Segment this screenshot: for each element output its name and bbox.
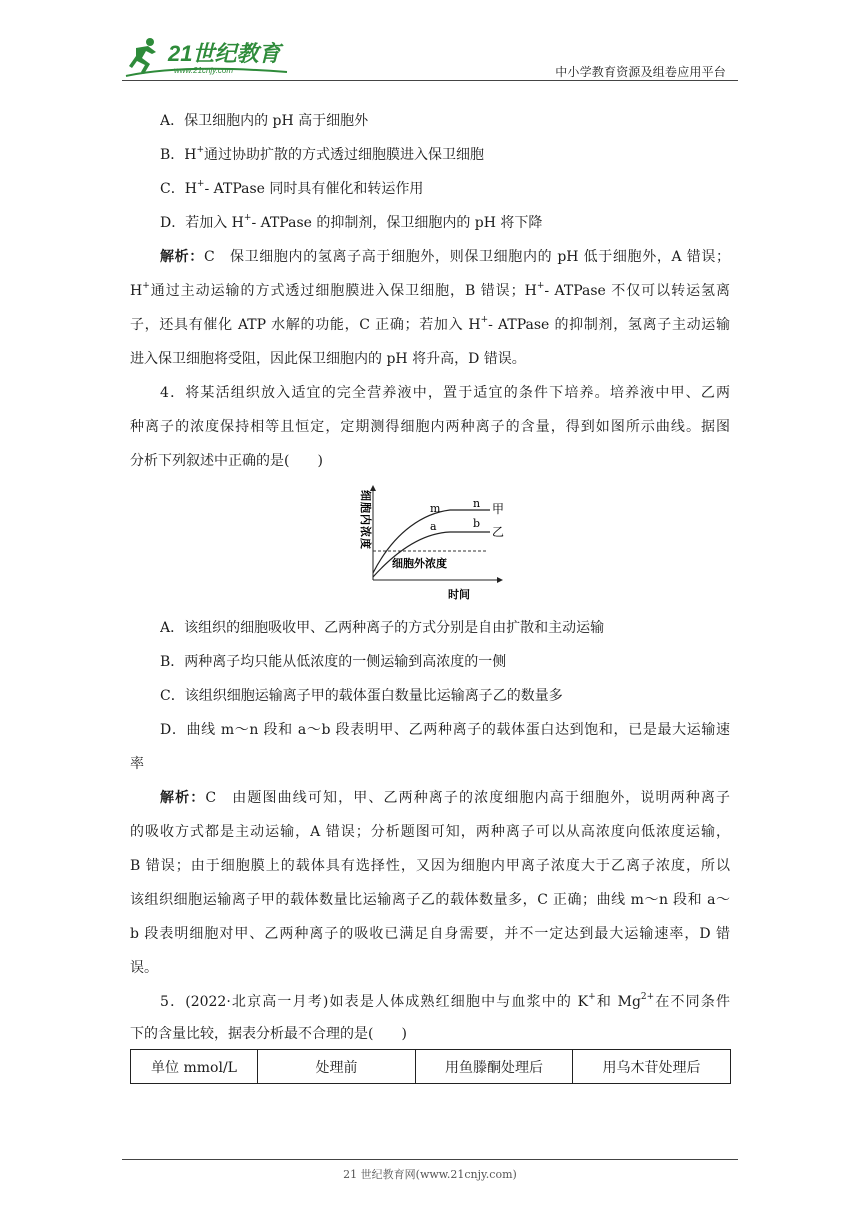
header-divider (122, 80, 738, 81)
explanation-label: 解析： (160, 790, 206, 806)
logo-title: 21世纪教育 (168, 41, 281, 66)
q4-explanation-line3: B 错误；由于细胞膜上的载体具有选择性，又因为细胞内甲离子浓度大于乙离子浓度，所以 (130, 858, 730, 874)
point-a-label: a (430, 520, 437, 533)
curve-yi (373, 532, 490, 577)
table-header-cell: 处理前 (258, 1050, 416, 1084)
table-header-row (131, 1050, 731, 1084)
table-header-cell: 用鱼滕酮处理后 (416, 1050, 573, 1084)
site-logo[interactable] (122, 34, 292, 80)
q4-stem-line2: 种离子的浓度保持相等且恒定，定期测得细胞内两种离子的含量，得到如图所示曲线。据图 (130, 419, 730, 435)
explanation-label: 解析： (160, 249, 204, 265)
series-yi-label: 乙 (492, 525, 505, 539)
header-platform-text: 中小学教育资源及组卷应用平台 (555, 65, 726, 79)
q5-stem-line2: 下的含量比较，据表分析最不合理的是( ) (130, 1026, 407, 1042)
q3-explanation-line2: H+通过主动运输的方式透过细胞膜进入保卫细胞，B 错误；H+- ATPase 不仅可以转运氢离 (130, 281, 730, 299)
q3-option-c: C．H+- ATPase 同时具有催化和转运作用 (160, 179, 424, 197)
point-n-label: n (473, 497, 481, 510)
table-header-cell: 单位 mmol/L (131, 1050, 258, 1084)
footer-divider (122, 1159, 738, 1160)
series-jia-label: 甲 (492, 502, 505, 516)
q3-option-d: D．若加入 H+- ATPase 的抑制剂，保卫细胞内的 pH 将下降 (160, 213, 543, 231)
logo-graphic (122, 34, 292, 80)
q4-explanation-line5: b 段表明细胞对甲、乙两种离子的吸收已满足自身需要，并不一定达到最大运输速率，D 错 (130, 926, 730, 942)
ion-comparison-table (130, 1049, 731, 1084)
x-axis-label: 时间 (448, 588, 470, 601)
q3-option-a: A．保卫细胞内的 pH 高于细胞外 (160, 113, 369, 129)
q4-stem-line1: 4．将某活组织放入适宜的完全营养液中，置于适宜的条件下培养。培养液中甲、乙两 (160, 385, 730, 401)
table-header-cell: 用乌木苷处理后 (573, 1050, 731, 1084)
q4-stem-line3: 分析下列叙述中正确的是( ) (130, 453, 323, 469)
q4-option-d-line2: 率 (130, 756, 144, 772)
q3-explanation-line3: 子，还具有催化 ATP 水解的功能，C 正确；若加入 H+- ATPase 的抑制剂，氢离子主动运输 (130, 315, 730, 333)
q4-explanation-line4: 该组织细胞运输离子甲的载体数量比运输离子乙的载体数量多，C 正确；曲线 m～n 段和 a～ (130, 892, 730, 908)
q3-explanation-line1: 解析：C 保卫细胞内的氢离子高于细胞外，则保卫细胞内的 pH 低于细胞外，A 错误； (160, 249, 730, 265)
q4-explanation-line1: 解析：C 由题图曲线可知，甲、乙两种离子的浓度细胞内高于细胞外，说明两种离子 (160, 790, 730, 806)
q4-option-a: A．该组织的细胞吸收甲、乙两种离子的方式分别是自由扩散和主动运输 (160, 620, 605, 636)
q4-option-b: B．两种离子均只能从低浓度的一侧运输到高浓度的一侧 (160, 654, 507, 670)
q4-option-c: C．该组织细胞运输离子甲的载体蛋白数量比运输离子乙的数量多 (160, 688, 563, 704)
logo-url: www.21cnjy.com (174, 66, 233, 75)
q3-option-b: B．H+通过协助扩散的方式透过细胞膜进入保卫细胞 (160, 145, 485, 163)
q3-explanation-line4: 进入保卫细胞将受阻，因此保卫细胞内的 pH 将升高，D 错误。 (130, 351, 526, 367)
ion-concentration-figure (340, 480, 520, 605)
q4-explanation-line6: 误。 (130, 960, 158, 976)
y-axis-label: 细胞内浓度 (359, 490, 372, 550)
footer-link[interactable]: 21 世纪教育网(www.21cnjy.com) (343, 1168, 517, 1181)
q4-explanation-line2: 的吸收方式都是主动运输，A 错误；分析题图可知，两种离子可以从高浓度向低浓度运输， (130, 824, 730, 840)
q5-stem-line1: 5．(2022·北京高一月考)如表是人体成熟红细胞中与血浆中的 K+和 $Mg^{2+}$在不同条件 (160, 992, 730, 1010)
baseline-label: 细胞外浓度 (392, 557, 447, 570)
q4-option-d-line1: D．曲线 m～n 段和 a～b 段表明甲、乙两种离子的载体蛋白达到饱和，已是最大运输速 (160, 722, 730, 738)
point-m-label: m (430, 502, 441, 515)
point-b-label: b (473, 517, 481, 530)
